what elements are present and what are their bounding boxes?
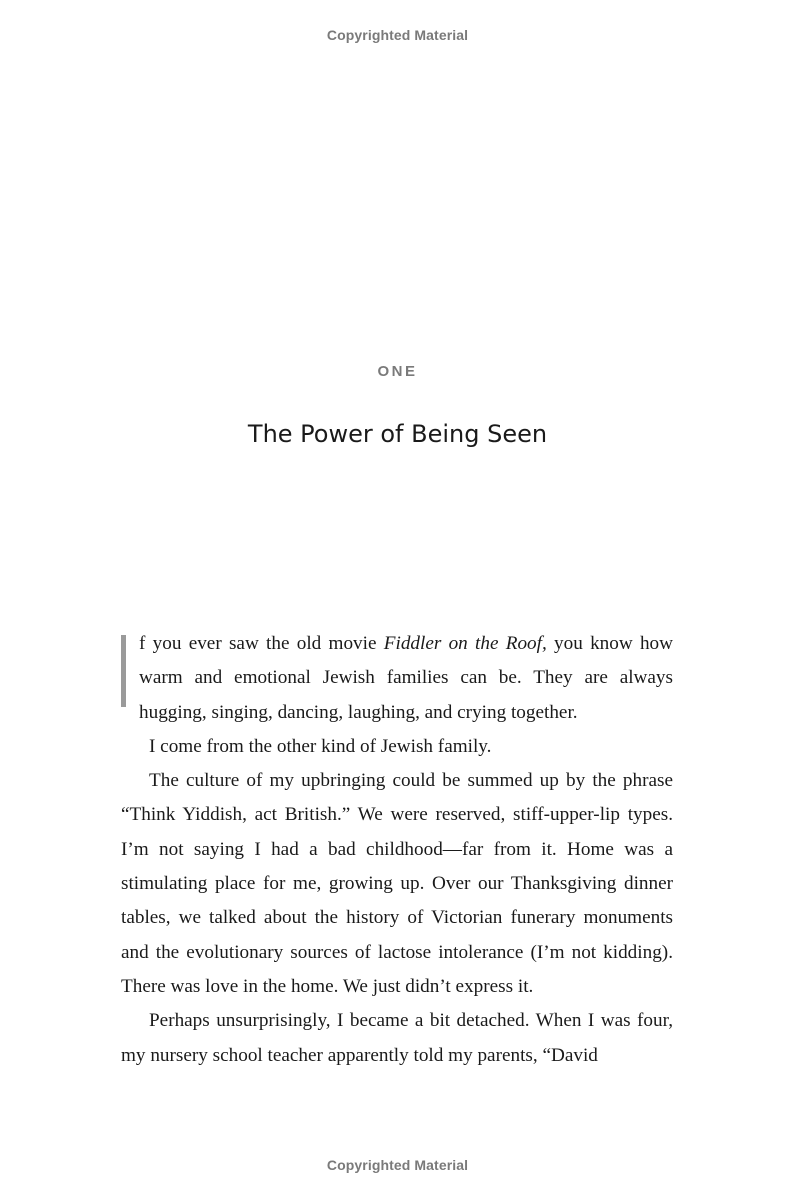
paragraph-1-rest: you know how warm and emotional Jewish families can be. They are always hugging, singing, dancing, laughing, and crying together. <box>139 633 674 723</box>
paragraph-1 <box>121 627 673 730</box>
chapter-number: ONE <box>377 363 418 380</box>
drop-cap-bar <box>121 635 126 707</box>
paragraph-4: Perhaps unsurprisingly, I became a bit detached. When I was four, my nursery school teacher apparently told my parents, “David <box>121 1010 673 1066</box>
movie-title: Fiddler on the Roof, <box>383 633 547 654</box>
chapter-title: The Power of Being Seen <box>247 420 548 448</box>
chapter-body <box>121 627 673 1073</box>
copyright-watermark-top: Copyrighted Material <box>326 27 469 43</box>
paragraph-1-start: f you ever saw the old movie <box>139 633 384 654</box>
copyright-watermark-bottom: Copyrighted Material <box>326 1157 469 1173</box>
paragraph-2: I come from the other kind of Jewish family. <box>149 735 492 757</box>
paragraph-3: The culture of my upbringing could be summed up by the phrase “Think Yiddish, act British.” We were reserved, stiff-upper-lip types. I’m not saying I had a bad childhood—far from it. Home was a stimulating place for me, growing up. Over our Thanksgiving dinner tables, we talked about the history of Victorian funerary monuments and the evolutionary sources of lactose intolerance (I’m not kidding). There was love in the home. We just didn’t express it. <box>121 770 673 997</box>
